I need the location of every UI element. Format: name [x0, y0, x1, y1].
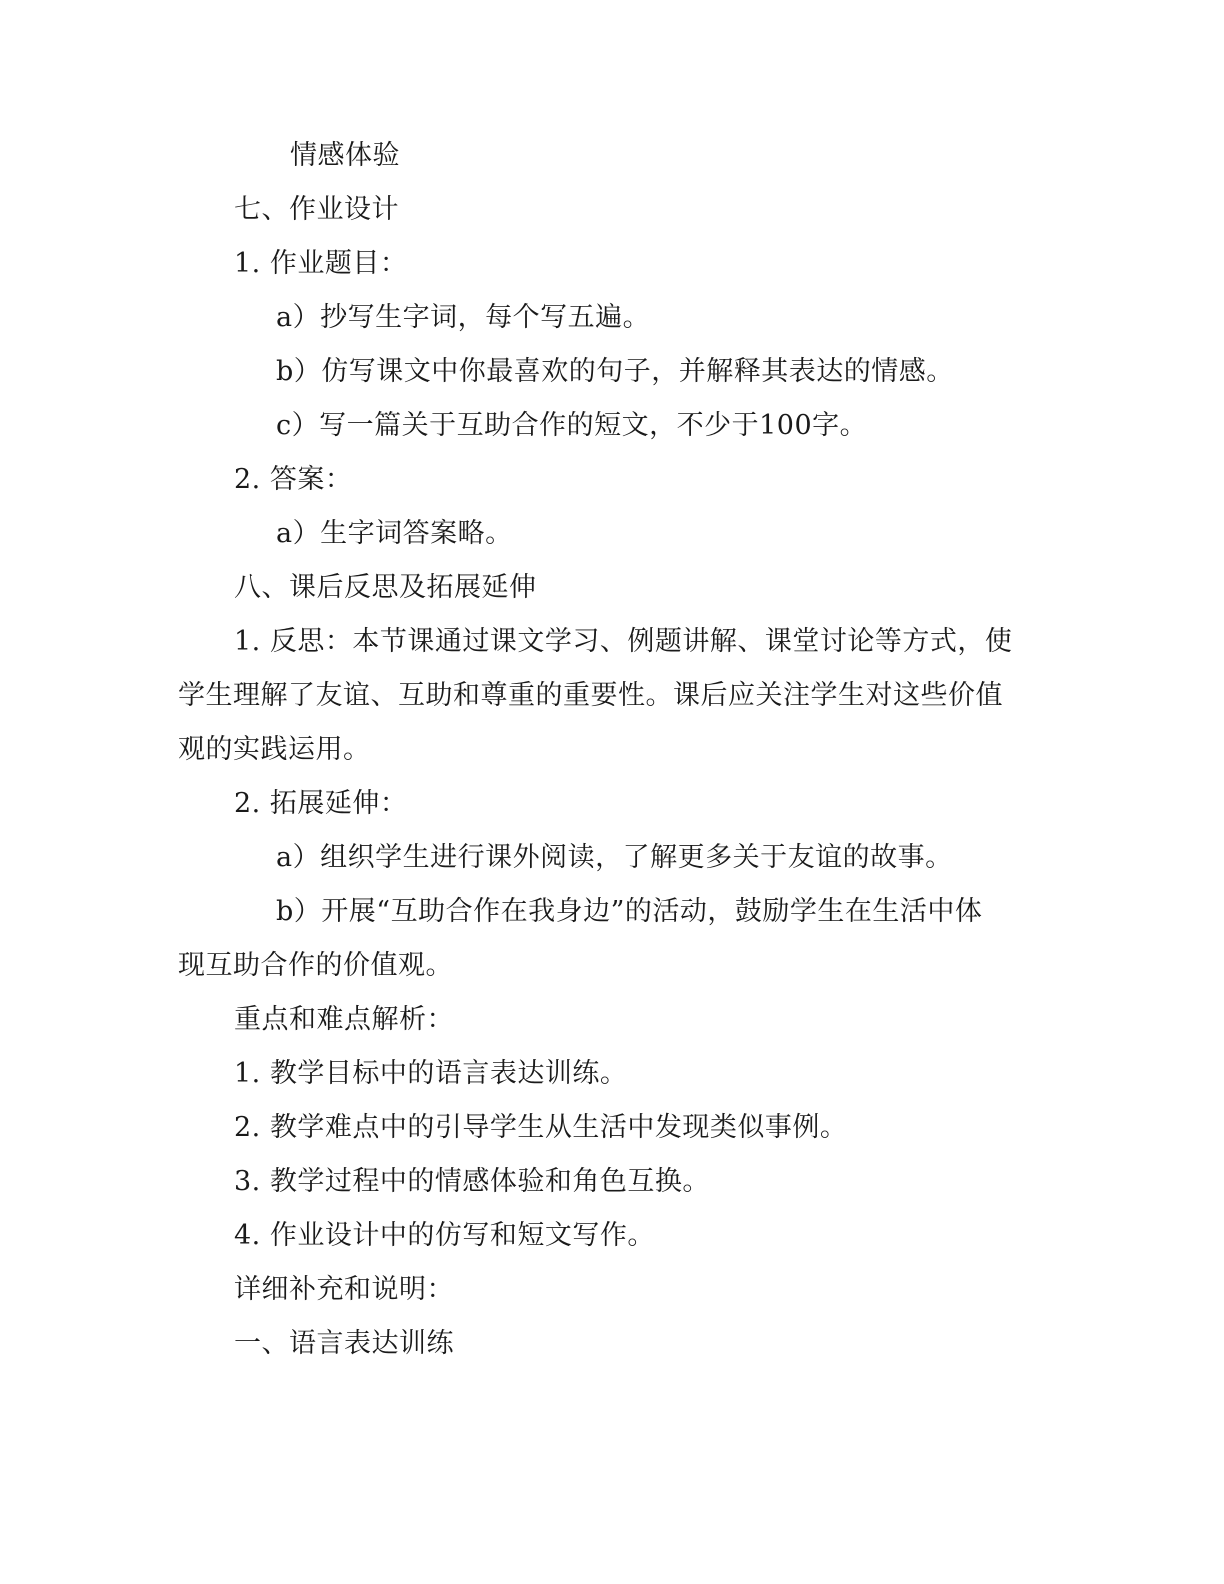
text-line: 1. 反思：本节课通过课文学习、例题讲解、课堂讨论等方式，使: [234, 626, 1013, 657]
text-line: b）开展“互助合作在我身边”的活动，鼓励学生在生活中体: [276, 896, 983, 927]
text-line: 观的实践运用。: [178, 734, 371, 765]
text-line: 现互助合作的价值观。: [178, 950, 453, 981]
text-line: a）组织学生进行课外阅读，了解更多关于友谊的故事。: [276, 842, 953, 873]
text-line: 2. 答案：: [234, 464, 353, 495]
text-line: 2. 拓展延伸：: [234, 788, 408, 819]
text-line: 1. 作业题目：: [234, 248, 408, 279]
text-line: a）生字词答案略。: [276, 518, 513, 549]
text-line: a）抄写生字词，每个写五遍。: [276, 302, 651, 333]
section-heading: 七、作业设计: [234, 194, 399, 225]
text-line: 3. 教学过程中的情感体验和角色互换。: [234, 1166, 710, 1197]
text-line: 1. 教学目标中的语言表达训练。: [234, 1058, 628, 1089]
text-line: c）写一篇关于互助合作的短文，不少于100字。: [276, 410, 868, 441]
section-heading: 八、课后反思及拓展延伸: [234, 572, 537, 603]
text-line: b）仿写课文中你最喜欢的句子，并解释其表达的情感。: [276, 356, 954, 387]
section-heading: 一、语言表达训练: [234, 1328, 454, 1359]
text-line: 4. 作业设计中的仿写和短文写作。: [234, 1220, 655, 1251]
text-line: 学生理解了友谊、互助和尊重的重要性。课后应关注学生对这些价值: [178, 680, 1003, 711]
text-line: 2. 教学难点中的引导学生从生活中发现类似事例。: [234, 1112, 848, 1143]
section-heading: 重点和难点解析：: [234, 1004, 454, 1035]
text-line: 情感体验: [290, 140, 400, 171]
section-heading: 详细补充和说明：: [234, 1274, 454, 1305]
